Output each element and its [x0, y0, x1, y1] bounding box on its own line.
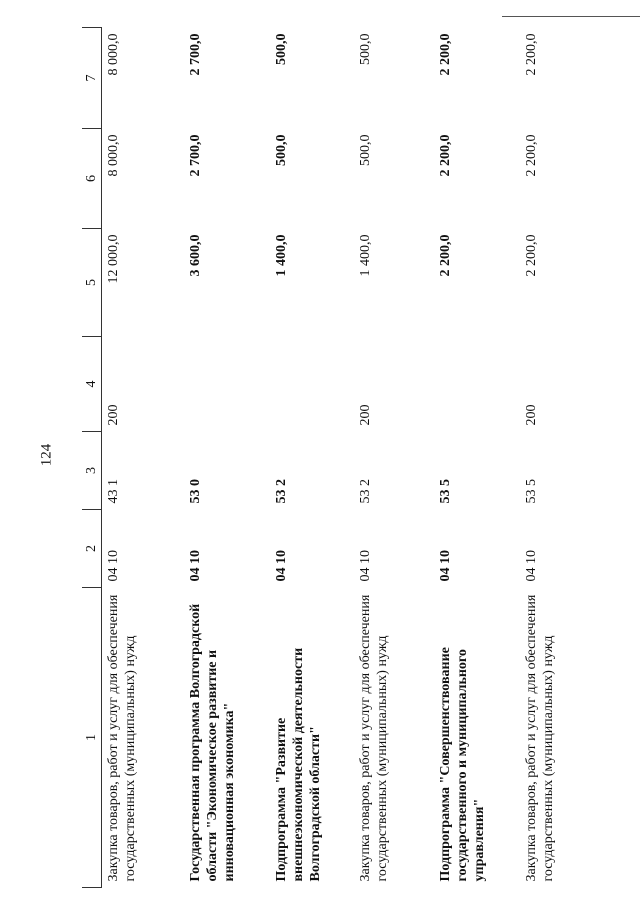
row-value-6: 2 200,0 [523, 134, 539, 177]
row-name: Закупка товаров, работ и услуг для обеспечения государственных (муниципальных) нужд [523, 594, 556, 882]
row-program: 43 1 [106, 479, 122, 504]
table-row [520, 28, 590, 888]
row-value-5: 1 400,0 [273, 234, 289, 277]
row-value-7: 8 000,0 [106, 33, 122, 76]
row-expense-type [434, 337, 520, 432]
row-value-5: 12 000,0 [106, 234, 122, 284]
header-col-2: 2 [82, 510, 102, 588]
header-col-6: 6 [82, 129, 102, 229]
row-section: 04 10 [187, 550, 203, 582]
row-value-6: 2 200,0 [437, 134, 453, 177]
row-value-7: 2 700,0 [187, 33, 203, 76]
budget-table-rotated [82, 28, 640, 888]
header-col-3: 3 [82, 432, 102, 510]
row-value-6: 500,0 [357, 134, 373, 166]
top-right-rule [502, 16, 640, 17]
table-row [270, 28, 354, 888]
row-program: 53 2 [357, 479, 373, 504]
table-row [184, 28, 270, 888]
row-value-6: 500,0 [273, 134, 289, 166]
table-row [102, 28, 184, 888]
page-number: 124 [38, 443, 55, 467]
header-col-5: 5 [82, 229, 102, 337]
table-row [354, 28, 434, 888]
row-value-5: 2 200,0 [523, 234, 539, 277]
row-expense-type [184, 337, 270, 432]
row-section: 04 10 [273, 550, 289, 582]
row-program: 53 0 [187, 479, 203, 504]
row-name: Закупка товаров, работ и услуг для обеспечения государственных (муниципальных) нужд [357, 594, 390, 882]
row-name: Закупка товаров, работ и услуг для обеспечения государственных (муниципальных) нужд [106, 594, 139, 882]
row-value-7: 500,0 [357, 33, 373, 65]
row-expense-type [270, 337, 354, 432]
row-section: 04 10 [357, 550, 373, 582]
row-name: Подпрограмма "Совершенствование государственного и муниципального управления" [437, 647, 487, 882]
row-expense-type: 200 [357, 404, 373, 426]
row-section: 04 10 [106, 550, 122, 582]
row-expense-type: 200 [523, 404, 539, 426]
row-value-5: 1 400,0 [357, 234, 373, 277]
row-name: Государственная программа Волгоградской области "Экономическое развитие и инновационная экономика" [187, 603, 237, 882]
row-value-6: 8 000,0 [106, 134, 122, 177]
row-value-7: 2 200,0 [523, 33, 539, 76]
header-col-1: 1 [82, 588, 102, 888]
row-value-7: 2 200,0 [437, 33, 453, 76]
row-name: Подпрограмма "Развитие внешнеэкономической деятельности Волгоградской области" [273, 647, 323, 882]
row-program: 53 5 [523, 479, 539, 504]
row-value-6: 2 700,0 [187, 134, 203, 177]
header-col-4: 4 [82, 337, 102, 432]
row-section: 04 10 [523, 550, 539, 582]
table-row [434, 28, 520, 888]
row-value-5: 2 200,0 [437, 234, 453, 277]
row-value-5: 3 600,0 [187, 234, 203, 277]
row-value-7: 500,0 [273, 33, 289, 65]
row-program: 53 2 [273, 479, 289, 504]
row-section: 04 10 [437, 550, 453, 582]
header-row [82, 28, 102, 888]
header-col-7: 7 [82, 28, 102, 129]
row-expense-type: 200 [106, 404, 122, 426]
budget-table [82, 27, 590, 888]
row-program: 53 5 [437, 479, 453, 504]
